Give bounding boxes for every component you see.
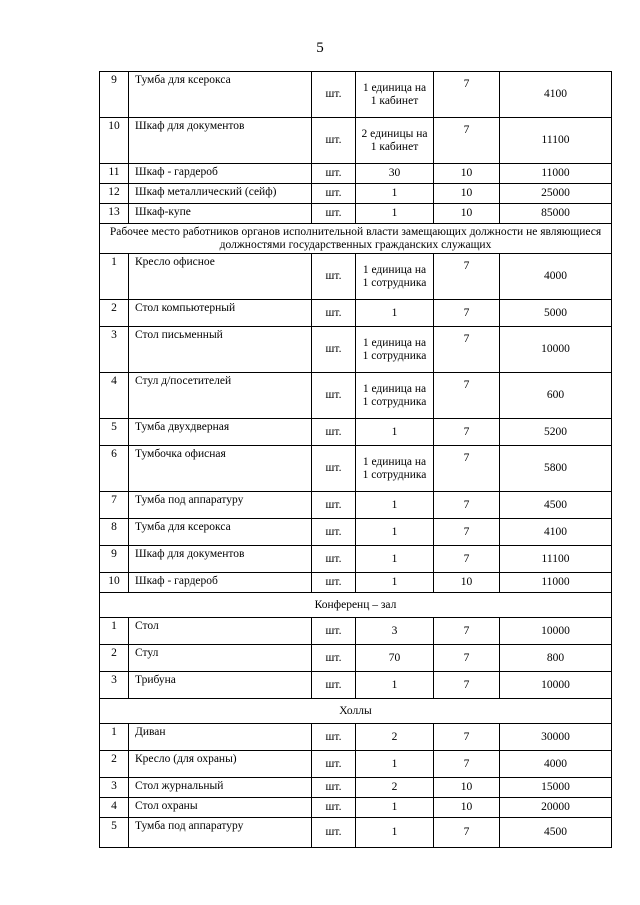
item-name-cell: Тумбочка офисная [129,446,312,492]
row-number-cell: 1 [100,618,129,645]
row-number-cell: 11 [100,164,129,184]
service-years-cell: 7 [434,618,500,645]
table-row [100,672,612,699]
item-name-cell: Шкаф - гардероб [129,573,312,593]
quantity-cell: 1 [356,751,434,778]
price-cell: 4100 [500,72,612,118]
unit-cell: шт. [312,573,356,593]
row-number-cell: 3 [100,778,129,798]
price-cell: 11000 [500,573,612,593]
unit-cell: шт. [312,327,356,373]
service-years-cell: 10 [434,204,500,224]
unit-cell: шт. [312,72,356,118]
service-years-cell: 7 [434,327,500,373]
row-number-cell: 10 [100,118,129,164]
service-years-cell: 7 [434,118,500,164]
price-cell: 600 [500,373,612,419]
item-name-cell: Тумба под аппаратуру [129,818,312,848]
table-row [100,72,612,118]
table-row [100,254,612,300]
price-cell: 11100 [500,546,612,573]
price-cell: 20000 [500,798,612,818]
service-years-cell: 7 [434,492,500,519]
quantity-cell: 1 [356,492,434,519]
row-number-cell: 12 [100,184,129,204]
furniture-norms-table [99,71,612,848]
price-cell: 5200 [500,419,612,446]
service-years-cell: 10 [434,798,500,818]
unit-cell: шт. [312,204,356,224]
table-row [100,818,612,848]
quantity-cell: 1 единица на 1 сотрудника [356,327,434,373]
table-row [100,118,612,164]
row-number-cell: 9 [100,72,129,118]
unit-cell: шт. [312,419,356,446]
item-name-cell: Тумба под аппаратуру [129,492,312,519]
item-name-cell: Тумба для ксерокса [129,519,312,546]
quantity-cell: 1 [356,204,434,224]
table-row [100,778,612,798]
price-cell: 5800 [500,446,612,492]
service-years-cell: 7 [434,672,500,699]
item-name-cell: Шкаф для документов [129,546,312,573]
price-cell: 10000 [500,327,612,373]
quantity-cell: 1 [356,546,434,573]
item-name-cell: Трибуна [129,672,312,699]
price-cell: 800 [500,645,612,672]
unit-cell: шт. [312,724,356,751]
item-name-cell: Стул [129,645,312,672]
unit-cell: шт. [312,446,356,492]
table-row [100,204,612,224]
row-number-cell: 3 [100,672,129,699]
service-years-cell: 7 [434,546,500,573]
row-number-cell: 13 [100,204,129,224]
item-name-cell: Стол [129,618,312,645]
price-cell: 11000 [500,164,612,184]
item-name-cell: Стол компьютерный [129,300,312,327]
service-years-cell: 7 [434,645,500,672]
table-row [100,798,612,818]
service-years-cell: 10 [434,164,500,184]
item-name-cell: Стол охраны [129,798,312,818]
quantity-cell: 1 [356,818,434,848]
row-number-cell: 5 [100,818,129,848]
service-years-cell: 10 [434,184,500,204]
price-cell: 4100 [500,519,612,546]
item-name-cell: Шкаф металлический (сейф) [129,184,312,204]
quantity-cell: 1 единица на 1 сотрудника [356,254,434,300]
section-header-row [100,224,612,254]
table-body [100,72,612,848]
table-row [100,724,612,751]
quantity-cell: 30 [356,164,434,184]
quantity-cell: 1 [356,184,434,204]
service-years-cell: 7 [434,72,500,118]
service-years-cell: 7 [434,254,500,300]
row-number-cell: 6 [100,446,129,492]
unit-cell: шт. [312,618,356,645]
row-number-cell: 1 [100,254,129,300]
table-row [100,645,612,672]
unit-cell: шт. [312,778,356,798]
row-number-cell: 8 [100,519,129,546]
price-cell: 4500 [500,492,612,519]
unit-cell: шт. [312,254,356,300]
unit-cell: шт. [312,184,356,204]
quantity-cell: 1 единица на 1 сотрудника [356,446,434,492]
price-cell: 30000 [500,724,612,751]
service-years-cell: 10 [434,573,500,593]
table-row [100,164,612,184]
quantity-cell: 1 [356,519,434,546]
price-cell: 10000 [500,672,612,699]
table-row [100,751,612,778]
service-years-cell: 7 [434,818,500,848]
item-name-cell: Шкаф - гардероб [129,164,312,184]
price-cell: 4500 [500,818,612,848]
service-years-cell: 10 [434,778,500,798]
unit-cell: шт. [312,818,356,848]
section-title: Рабочее место работников органов исполнительной власти замещающих должности не являющиеся должностями государственных гражданских служащих [100,224,612,254]
table-row [100,546,612,573]
row-number-cell: 10 [100,573,129,593]
section-header-row [100,699,612,724]
row-number-cell: 2 [100,751,129,778]
quantity-cell: 1 [356,672,434,699]
section-title: Холлы [100,699,612,724]
table-row [100,300,612,327]
item-name-cell: Шкаф для документов [129,118,312,164]
row-number-cell: 2 [100,300,129,327]
quantity-cell: 2 единицы на 1 кабинет [356,118,434,164]
table-row [100,373,612,419]
service-years-cell: 7 [434,373,500,419]
item-name-cell: Стол журнальный [129,778,312,798]
price-cell: 10000 [500,618,612,645]
row-number-cell: 1 [100,724,129,751]
section-title: Конференц – зал [100,593,612,618]
price-cell: 85000 [500,204,612,224]
unit-cell: шт. [312,164,356,184]
unit-cell: шт. [312,672,356,699]
unit-cell: шт. [312,645,356,672]
quantity-cell: 3 [356,618,434,645]
table-row [100,618,612,645]
service-years-cell: 7 [434,419,500,446]
table-row [100,519,612,546]
item-name-cell: Кресло (для охраны) [129,751,312,778]
table-row [100,327,612,373]
unit-cell: шт. [312,798,356,818]
price-cell: 11100 [500,118,612,164]
row-number-cell: 3 [100,327,129,373]
quantity-cell: 1 единица на 1 кабинет [356,72,434,118]
service-years-cell: 7 [434,446,500,492]
item-name-cell: Тумба двухдверная [129,419,312,446]
table-row [100,184,612,204]
quantity-cell: 2 [356,778,434,798]
section-header-row [100,593,612,618]
table-row [100,419,612,446]
unit-cell: шт. [312,373,356,419]
table-row [100,492,612,519]
price-cell: 25000 [500,184,612,204]
quantity-cell: 1 [356,798,434,818]
row-number-cell: 7 [100,492,129,519]
item-name-cell: Стул д/посетителей [129,373,312,419]
page-number: 5 [316,40,324,56]
row-number-cell: 2 [100,645,129,672]
price-cell: 4000 [500,751,612,778]
row-number-cell: 4 [100,798,129,818]
price-cell: 5000 [500,300,612,327]
item-name-cell: Стол письменный [129,327,312,373]
item-name-cell: Тумба для ксерокса [129,72,312,118]
table-row [100,573,612,593]
service-years-cell: 7 [434,724,500,751]
unit-cell: шт. [312,751,356,778]
unit-cell: шт. [312,118,356,164]
quantity-cell: 1 [356,419,434,446]
table-row [100,446,612,492]
quantity-cell: 70 [356,645,434,672]
unit-cell: шт. [312,492,356,519]
row-number-cell: 9 [100,546,129,573]
row-number-cell: 4 [100,373,129,419]
quantity-cell: 2 [356,724,434,751]
unit-cell: шт. [312,546,356,573]
item-name-cell: Кресло офисное [129,254,312,300]
quantity-cell: 1 единица на 1 сотрудника [356,373,434,419]
unit-cell: шт. [312,519,356,546]
service-years-cell: 7 [434,300,500,327]
price-cell: 15000 [500,778,612,798]
row-number-cell: 5 [100,419,129,446]
service-years-cell: 7 [434,519,500,546]
quantity-cell: 1 [356,300,434,327]
unit-cell: шт. [312,300,356,327]
item-name-cell: Шкаф-купе [129,204,312,224]
price-cell: 4000 [500,254,612,300]
item-name-cell: Диван [129,724,312,751]
service-years-cell: 7 [434,751,500,778]
quantity-cell: 1 [356,573,434,593]
